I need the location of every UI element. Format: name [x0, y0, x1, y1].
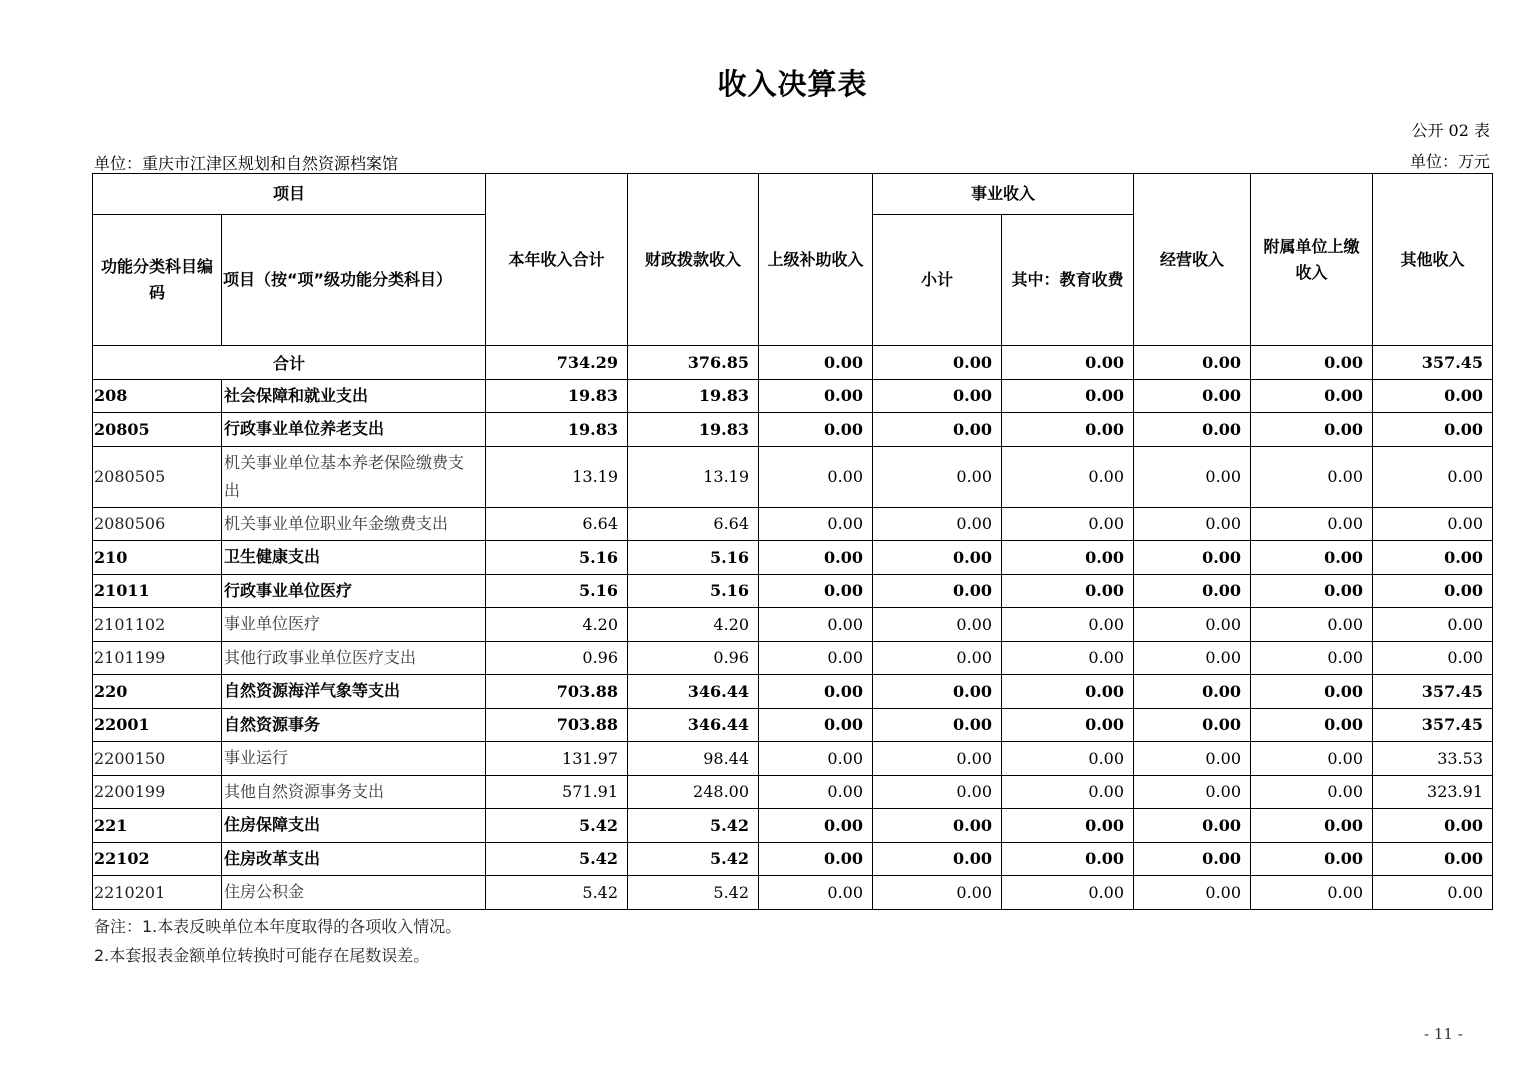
- row-value: 5.42: [486, 876, 628, 910]
- row-value: 5.16: [486, 541, 628, 575]
- row-value: 5.42: [628, 876, 759, 910]
- row-value: 0.00: [759, 379, 873, 413]
- table-row: [93, 708, 1493, 742]
- total-value: 734.29: [486, 346, 628, 380]
- row-value: 0.00: [873, 809, 1002, 843]
- row-value: 357.45: [1373, 675, 1493, 709]
- row-value: 0.00: [1002, 775, 1134, 809]
- row-value: 0.00: [1002, 608, 1134, 642]
- row-value: 6.64: [486, 507, 628, 541]
- row-value: 0.00: [873, 574, 1002, 608]
- row-value: 0.00: [1251, 446, 1373, 507]
- row-value: 0.00: [1002, 446, 1134, 507]
- row-name: 机关事业单位基本养老保险缴费支出: [222, 446, 486, 507]
- row-value: 323.91: [1373, 775, 1493, 809]
- row-code: 21011: [93, 574, 222, 608]
- row-code: 210: [93, 541, 222, 575]
- row-value: 0.00: [1373, 608, 1493, 642]
- row-value: 0.00: [1373, 413, 1493, 447]
- row-value: 0.00: [873, 446, 1002, 507]
- row-value: 13.19: [628, 446, 759, 507]
- row-value: 0.00: [1134, 507, 1251, 541]
- row-value: 0.00: [1134, 876, 1251, 910]
- row-value: 5.16: [486, 574, 628, 608]
- row-value: 4.20: [486, 608, 628, 642]
- total-value: 0.00: [1134, 346, 1251, 380]
- row-value: 0.00: [873, 413, 1002, 447]
- row-value: 0.00: [873, 507, 1002, 541]
- row-value: 0.00: [1134, 379, 1251, 413]
- row-value: 13.19: [486, 446, 628, 507]
- row-value: 0.00: [1134, 842, 1251, 876]
- page-number: - 11 -: [1424, 1025, 1463, 1043]
- row-name: 住房保障支出: [222, 809, 486, 843]
- income-table: [92, 173, 1493, 910]
- table-row: [93, 413, 1493, 447]
- row-code: 2200199: [93, 775, 222, 809]
- row-value: 0.00: [873, 708, 1002, 742]
- unit-currency: 单位：万元: [1409, 152, 1490, 171]
- row-value: 4.20: [628, 608, 759, 642]
- row-value: 0.96: [486, 641, 628, 675]
- header-item-name: 项目（按“项”级功能分类科目）: [222, 215, 486, 346]
- row-name: 其他行政事业单位医疗支出: [222, 641, 486, 675]
- row-value: 0.00: [1373, 809, 1493, 843]
- row-value: 0.00: [1002, 842, 1134, 876]
- row-value: 703.88: [486, 708, 628, 742]
- row-name: 自然资源事务: [222, 708, 486, 742]
- header-total: 本年收入合计: [486, 174, 628, 346]
- row-value: 0.00: [1251, 809, 1373, 843]
- row-value: 0.00: [1002, 708, 1134, 742]
- row-value: 19.83: [628, 413, 759, 447]
- row-value: 33.53: [1373, 742, 1493, 776]
- table-row: [93, 641, 1493, 675]
- row-value: 0.00: [1251, 708, 1373, 742]
- table-row: [93, 541, 1493, 575]
- row-value: 0.00: [1373, 379, 1493, 413]
- row-value: 0.00: [1134, 809, 1251, 843]
- row-name: 事业单位医疗: [222, 608, 486, 642]
- row-name: 行政事业单位医疗: [222, 574, 486, 608]
- row-code: 208: [93, 379, 222, 413]
- note-1: 备注：1.本表反映单位本年度取得的各项收入情况。: [94, 917, 462, 936]
- row-value: 0.00: [1002, 641, 1134, 675]
- row-code: 220: [93, 675, 222, 709]
- row-value: 357.45: [1373, 708, 1493, 742]
- row-value: 0.00: [873, 641, 1002, 675]
- row-value: 5.42: [486, 809, 628, 843]
- row-value: 0.00: [873, 842, 1002, 876]
- row-code: 2210201: [93, 876, 222, 910]
- row-code: 2200150: [93, 742, 222, 776]
- total-value: 376.85: [628, 346, 759, 380]
- row-value: 0.00: [1002, 876, 1134, 910]
- row-value: 0.00: [873, 876, 1002, 910]
- table-row: [93, 379, 1493, 413]
- row-code: 22001: [93, 708, 222, 742]
- row-value: 0.00: [759, 675, 873, 709]
- row-value: 5.42: [628, 842, 759, 876]
- row-value: 0.00: [1251, 574, 1373, 608]
- row-value: 98.44: [628, 742, 759, 776]
- row-value: 0.00: [1134, 608, 1251, 642]
- row-value: 0.00: [1373, 446, 1493, 507]
- row-name: 住房改革支出: [222, 842, 486, 876]
- row-name: 卫生健康支出: [222, 541, 486, 575]
- row-name: 住房公积金: [222, 876, 486, 910]
- row-value: 0.00: [759, 608, 873, 642]
- row-value: 6.64: [628, 507, 759, 541]
- row-value: 0.00: [1251, 876, 1373, 910]
- row-value: 0.00: [759, 809, 873, 843]
- row-value: 0.00: [873, 675, 1002, 709]
- row-value: 0.00: [1134, 446, 1251, 507]
- total-value: 0.00: [1251, 346, 1373, 380]
- row-value: 0.00: [1134, 775, 1251, 809]
- row-value: 0.00: [1251, 507, 1373, 541]
- row-value: 0.00: [1002, 809, 1134, 843]
- table-row: [93, 608, 1493, 642]
- row-value: 0.00: [1134, 708, 1251, 742]
- form-number: 公开 02 表: [1411, 121, 1490, 140]
- row-value: 0.00: [759, 413, 873, 447]
- row-value: 19.83: [486, 379, 628, 413]
- row-value: 0.00: [873, 379, 1002, 413]
- row-value: 0.00: [873, 541, 1002, 575]
- row-value: 0.00: [1251, 413, 1373, 447]
- row-value: 0.00: [759, 742, 873, 776]
- row-name: 机关事业单位职业年金缴费支出: [222, 507, 486, 541]
- row-value: 0.00: [1134, 641, 1251, 675]
- row-value: 0.00: [1134, 574, 1251, 608]
- row-value: 0.00: [759, 641, 873, 675]
- header-other: 其他收入: [1373, 174, 1493, 346]
- table-row: [93, 742, 1493, 776]
- row-value: 0.00: [1251, 775, 1373, 809]
- row-value: 703.88: [486, 675, 628, 709]
- row-name: 其他自然资源事务支出: [222, 775, 486, 809]
- row-code: 2080506: [93, 507, 222, 541]
- row-code: 2101102: [93, 608, 222, 642]
- row-value: 0.00: [1002, 541, 1134, 575]
- row-value: 0.00: [1373, 842, 1493, 876]
- row-code: 22102: [93, 842, 222, 876]
- note-2: 2.本套报表金额单位转换时可能存在尾数误差。: [94, 946, 430, 965]
- table-row: [93, 675, 1493, 709]
- row-value: 346.44: [628, 708, 759, 742]
- row-value: 0.00: [1002, 413, 1134, 447]
- header-superior: 上级补助收入: [759, 174, 873, 346]
- row-value: 0.00: [759, 876, 873, 910]
- row-value: 0.00: [1002, 507, 1134, 541]
- row-value: 19.83: [628, 379, 759, 413]
- row-value: 0.00: [759, 507, 873, 541]
- row-value: 0.00: [1373, 574, 1493, 608]
- row-value: 0.00: [759, 842, 873, 876]
- row-value: 0.00: [1251, 641, 1373, 675]
- row-value: 0.00: [1251, 608, 1373, 642]
- row-value: 5.16: [628, 541, 759, 575]
- row-value: 0.00: [1251, 675, 1373, 709]
- total-value: 357.45: [1373, 346, 1493, 380]
- total-value: 0.00: [873, 346, 1002, 380]
- row-value: 0.00: [1251, 742, 1373, 776]
- row-value: 0.00: [1373, 541, 1493, 575]
- table-row: [93, 809, 1493, 843]
- row-value: 5.42: [628, 809, 759, 843]
- row-name: 事业运行: [222, 742, 486, 776]
- row-value: 346.44: [628, 675, 759, 709]
- row-value: 0.00: [1373, 641, 1493, 675]
- row-value: 5.42: [486, 842, 628, 876]
- page-title: 收入决算表: [717, 67, 868, 101]
- table-row: [93, 574, 1493, 608]
- row-value: 0.00: [1134, 742, 1251, 776]
- unit-organization: 单位：重庆市江津区规划和自然资源档案馆: [94, 154, 399, 173]
- row-value: 0.00: [873, 608, 1002, 642]
- row-value: 0.00: [1002, 379, 1134, 413]
- table-row: [93, 842, 1493, 876]
- header-business-group: 事业收入: [873, 174, 1134, 215]
- row-value: 5.16: [628, 574, 759, 608]
- total-row: [93, 346, 1493, 380]
- header-edu-fee: 其中：教育收费: [1002, 215, 1134, 346]
- row-name: 社会保障和就业支出: [222, 379, 486, 413]
- row-value: 0.00: [759, 541, 873, 575]
- table-row: [93, 876, 1493, 910]
- row-code: 20805: [93, 413, 222, 447]
- row-code: 2080505: [93, 446, 222, 507]
- row-value: 0.00: [759, 708, 873, 742]
- table-row: [93, 775, 1493, 809]
- header-affiliate: 附属单位上缴收入: [1251, 174, 1373, 346]
- header-fiscal: 财政拨款收入: [628, 174, 759, 346]
- table-row: [93, 446, 1493, 507]
- total-label: 合计: [93, 346, 486, 380]
- row-value: 248.00: [628, 775, 759, 809]
- row-value: 0.00: [759, 574, 873, 608]
- header-subtotal: 小计: [873, 215, 1002, 346]
- table-row: [93, 507, 1493, 541]
- row-value: 0.00: [1251, 541, 1373, 575]
- row-value: 0.00: [1002, 675, 1134, 709]
- row-value: 0.00: [1251, 379, 1373, 413]
- row-value: 131.97: [486, 742, 628, 776]
- row-value: 0.00: [1134, 675, 1251, 709]
- row-value: 0.00: [1373, 507, 1493, 541]
- row-value: 0.00: [1251, 842, 1373, 876]
- row-value: 0.00: [759, 446, 873, 507]
- row-value: 0.00: [1002, 742, 1134, 776]
- header-operating: 经营收入: [1134, 174, 1251, 346]
- row-value: 0.96: [628, 641, 759, 675]
- row-value: 0.00: [1134, 413, 1251, 447]
- row-value: 0.00: [1002, 574, 1134, 608]
- row-value: 0.00: [759, 775, 873, 809]
- row-name: 行政事业单位养老支出: [222, 413, 486, 447]
- row-value: 0.00: [873, 742, 1002, 776]
- header-func-code: 功能分类科目编码: [93, 215, 222, 346]
- header-project: 项目: [93, 174, 486, 215]
- total-value: 0.00: [759, 346, 873, 380]
- row-value: 0.00: [1134, 541, 1251, 575]
- row-value: 0.00: [873, 775, 1002, 809]
- total-value: 0.00: [1002, 346, 1134, 380]
- row-code: 2101199: [93, 641, 222, 675]
- row-code: 221: [93, 809, 222, 843]
- row-name: 自然资源海洋气象等支出: [222, 675, 486, 709]
- row-value: 19.83: [486, 413, 628, 447]
- row-value: 0.00: [1373, 876, 1493, 910]
- row-value: 571.91: [486, 775, 628, 809]
